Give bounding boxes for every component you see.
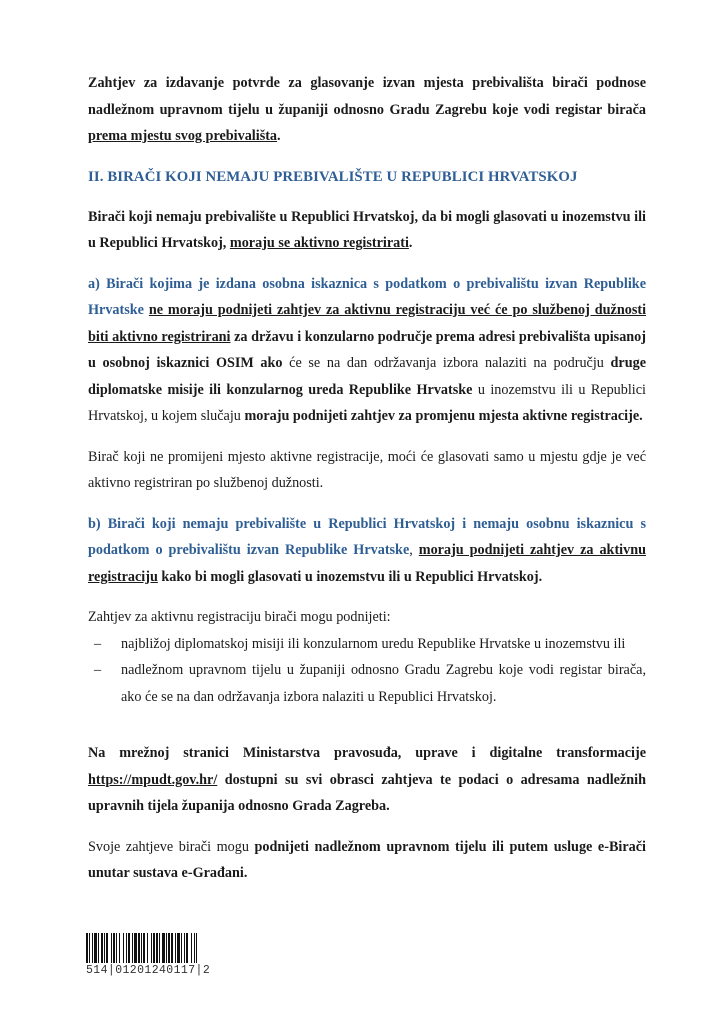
paragraph-certificate-request — [88, 70, 646, 150]
underlined-text: prema mjestu svog prebivališta — [88, 128, 278, 144]
text: Birači koji nemaju prebivalište u Republici Hrvatskoj, da bi mogli glasovati u inozemstvu ili u Republici Hrvatskoj, — [88, 208, 646, 251]
document-body — [88, 70, 646, 887]
request-location-list — [88, 631, 646, 711]
list-item: – najbližoj diplomatskoj misiji ili konzularnom uredu Republike Hrvatske u inozemstvu ili — [88, 631, 646, 658]
case-b-label: b) Birači koji nemaju prebivalište u Republici Hrvatskoj i nemaju osobnu iskaznicu s podatkom o prebivalištu izvan Republike Hrvatske — [88, 515, 646, 558]
text: dostupni su svi obrasci zahtjeva te podaci o adresama nadležnih upravnih tijela županija odnosno Grada Zagreba. — [88, 771, 646, 814]
case-a-label: a) Birači kojima je izdana osobna iskaznica s podatkom o prebivalištu izvan Republike Hrvatske — [88, 275, 646, 318]
paragraph-request-where: Zahtjev za aktivnu registraciju birači mogu podnijeti: — [88, 609, 391, 625]
text: Na mrežnoj stranici Ministarstva pravosuđa, uprave i digitalne transformacije — [88, 745, 646, 761]
text: za državu i konzularno područje prema adresi prebivališta upisanoj u osobnoj iskaznici OSIM ako — [88, 328, 646, 371]
paragraph-case-b — [88, 511, 646, 591]
barcode — [86, 933, 252, 977]
paragraph-case-a — [88, 271, 646, 430]
barcode-number: 514|01201240117|2 — [86, 964, 211, 977]
underlined-text: ne moraju podnijeti zahtjev za aktivnu registraciju već će po službenoj dužnosti biti aktivno registrirani — [88, 302, 647, 345]
barcode-image — [86, 933, 252, 963]
text: će se na dan održavanja izbora nalaziti na području — [282, 355, 611, 371]
text: Zahtjev za izdavanje potvrde za glasovanje izvan mjesta prebivališta birači podnose nadležnom upravnom tijelu u županiji odnosno Gradu Zagrebu koje vodi registar birača — [88, 75, 646, 118]
paragraph-voter-note: Birač koji ne promijeni mjesto aktivne registracije, moći će glasovati samo u mjestu gdje je već aktivno registriran po službenoj dužnosti. — [88, 448, 646, 491]
text: Svoje zahtjeve birači mogu — [88, 838, 255, 855]
text: . — [408, 235, 413, 251]
text: kako bi mogli glasovati u inozemstvu ili u Republici Hrvatskoj. — [157, 568, 543, 585]
text: , — [409, 542, 419, 558]
text: u inozemstvu ili u Republici Hrvatskoj, u kojem slučaju — [88, 381, 646, 424]
list-item: – nadležnom upravnom tijelu u županiji odnosno Gradu Zagrebu koje vodi registar birača, ako će se na dan održavanja izbora nalaziti u Republici Hrvatskoj. — [88, 657, 646, 710]
text: . — [277, 128, 281, 144]
text: podnijeti nadležnom upravnom tijelu ili putem usluge e-Birači unutar sustava e-Građani. — [88, 838, 646, 881]
underlined-text: moraju se aktivno registrirati — [229, 235, 409, 251]
paragraph-must-register — [88, 204, 646, 257]
paragraph-e-birac — [88, 834, 646, 887]
ministry-website-link[interactable]: https://mpudt.gov.hr/ — [88, 771, 218, 788]
underlined-text: moraju podnijeti zahtjev za aktivnu registraciju — [88, 542, 646, 585]
text: druge diplomatske misije ili konzularnog ureda Republike Hrvatske — [88, 355, 646, 398]
section-heading: II. BIRAČI KOJI NEMAJU PREBIVALIŠTE U REPUBLICI HRVATSKOJ — [88, 168, 578, 185]
text: moraju podnijeti zahtjev za promjenu mjesta aktivne registracije. — [244, 408, 643, 424]
paragraph-ministry-website — [88, 740, 646, 820]
